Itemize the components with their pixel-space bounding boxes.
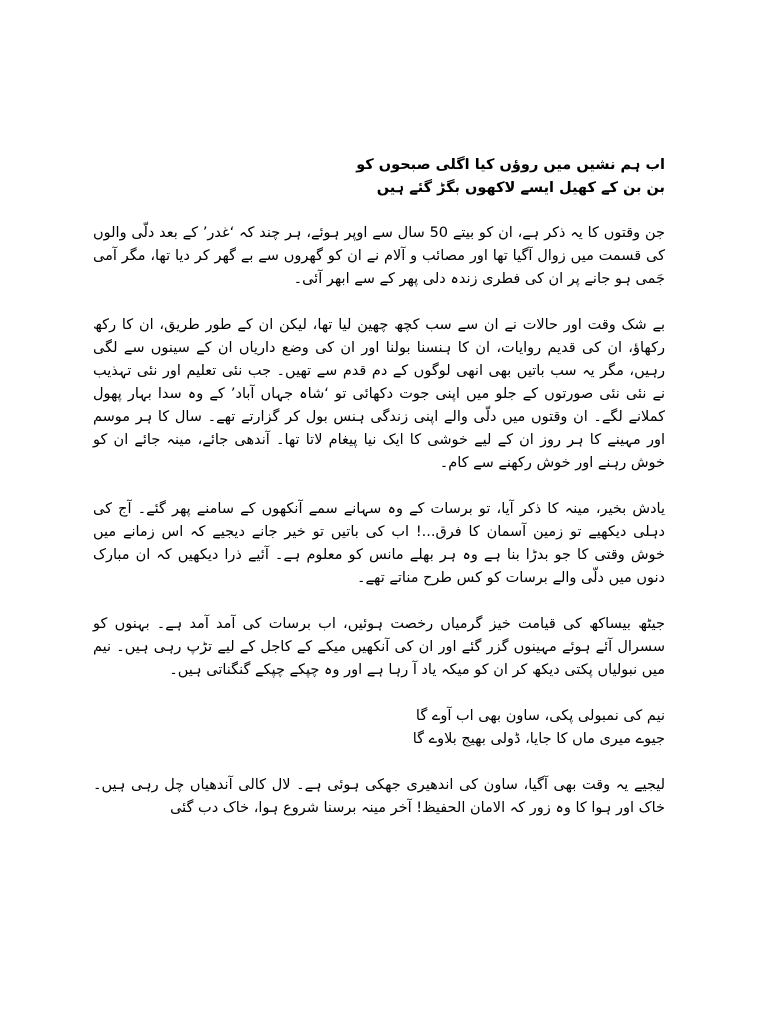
- closing-paragraph: لیجیے یہ وقت بھی آگیا، ساون کی اندھیری جھکی ہوئی ہے۔ لال کالی آندھیاں چل رہی ہیں۔ خاک اور ہوا کا وہ زور کہ الامان الحفیظ! آخر مینہ برسنا شروع ہوا، خاک دب گئی: [93, 777, 665, 816]
- paragraph: یادش بخیر، مینہ کا ذکر آیا، تو برسات کے وہ سہانے سمے آنکھوں کے سامنے پھر گئے۔ آج کی دہلی دیکھیے تو زمین آسمان کا فرق...! اب کی باتیں تو خیر جانے دیجیے کہ اس زمانے میں خوش وقتی کا جو بدڑا بنا ہے وہ ہر بھلے مانس کو معلوم ہے۔ آئیے ذرا دیکھیں کہ ان مبارک دنوں میں دلّی والے برسات کو کس طرح مناتے تھے۔: [93, 501, 665, 586]
- paragraph: بے شک وقت اور حالات نے ان سے سب کچھ چھین لیا تھا، لیکن ان کے طور طریق، ان کا رکھ رکھاؤ، ان کی قدیم روایات، ان کا ہنسنا بولنا اور ان کی وضع داریاں ان کے سینوں سے لگی رہیں، مگر یہ سب باتیں بھی انھی لوگوں کے دم قدم سے تھیں۔ جب نئی تعلیم اور نئی تہذیب نے نئی نئی صورتوں کے جلو میں اپنی جوت دکھائی تو ‘شاہ جہاں آباد’ کے وہ سدا بہار پھول کملانے لگے۔ ان وقتوں میں دلّی والے اپنی زندگی ہنس بول کر گزارتے تھے۔ سال کا ہر موسم اور مہینے کا ہر روز ان کے لیے خوشی کا ایک نیا پیغام لاتا تھا۔ آندھی جائے، مینہ جائے ان کو خوش رہنے اور خوش رکھنے سے کام۔: [93, 317, 665, 471]
- verse-line: بن بن کے کھیل ایسے لاکھوں بگڑ گئے ہیں: [376, 180, 665, 196]
- couplet-line: نیم کی نمبولی پکی، ساون بھی اب آوے گا: [415, 708, 665, 724]
- opening-verse: [93, 154, 665, 200]
- couplet-line: جیوے میری ماں کا جایا، ڈولی بھیج بلاوے گا: [412, 731, 665, 747]
- verse-line: اب ہم نشیں میں روؤں کیا اگلی صبحوں کو: [356, 157, 665, 173]
- paragraph: جن وقتوں کا یہ ذکر ہے، ان کو بیتے 50 سال سے اوپر ہوئے، ہر چند کہ ‘غدر’ کے بعد دلّی والوں کی قسمت میں زوال آگیا تھا اور مصائب و آلام نے ان کو گھروں سے بے گھر کر دیا تھا، مگر آمی جَمی ہو جانے پر ان کی فطری زندہ دلی پھر کے سے ابھر آئی۔: [93, 225, 665, 287]
- document-body: [93, 154, 665, 843]
- couplet: [93, 705, 665, 751]
- paragraph: جیٹھ بیساکھ کی قیامت خیز گرمیاں رخصت ہوئیں، اب برسات کی آمد آمد ہے۔ بہنوں کو سسرال آئے ہوئے مہینوں گزر گئے اور ان کی آنکھیں میکے کے کاجل کے لیے تڑپ رہی ہیں۔ نیم میں نبولیاں پکتی دیکھ کر ان کو میکہ یاد آ رہا ہے اور وہ چپکے چپکے گنگناتی ہیں۔: [93, 616, 665, 678]
